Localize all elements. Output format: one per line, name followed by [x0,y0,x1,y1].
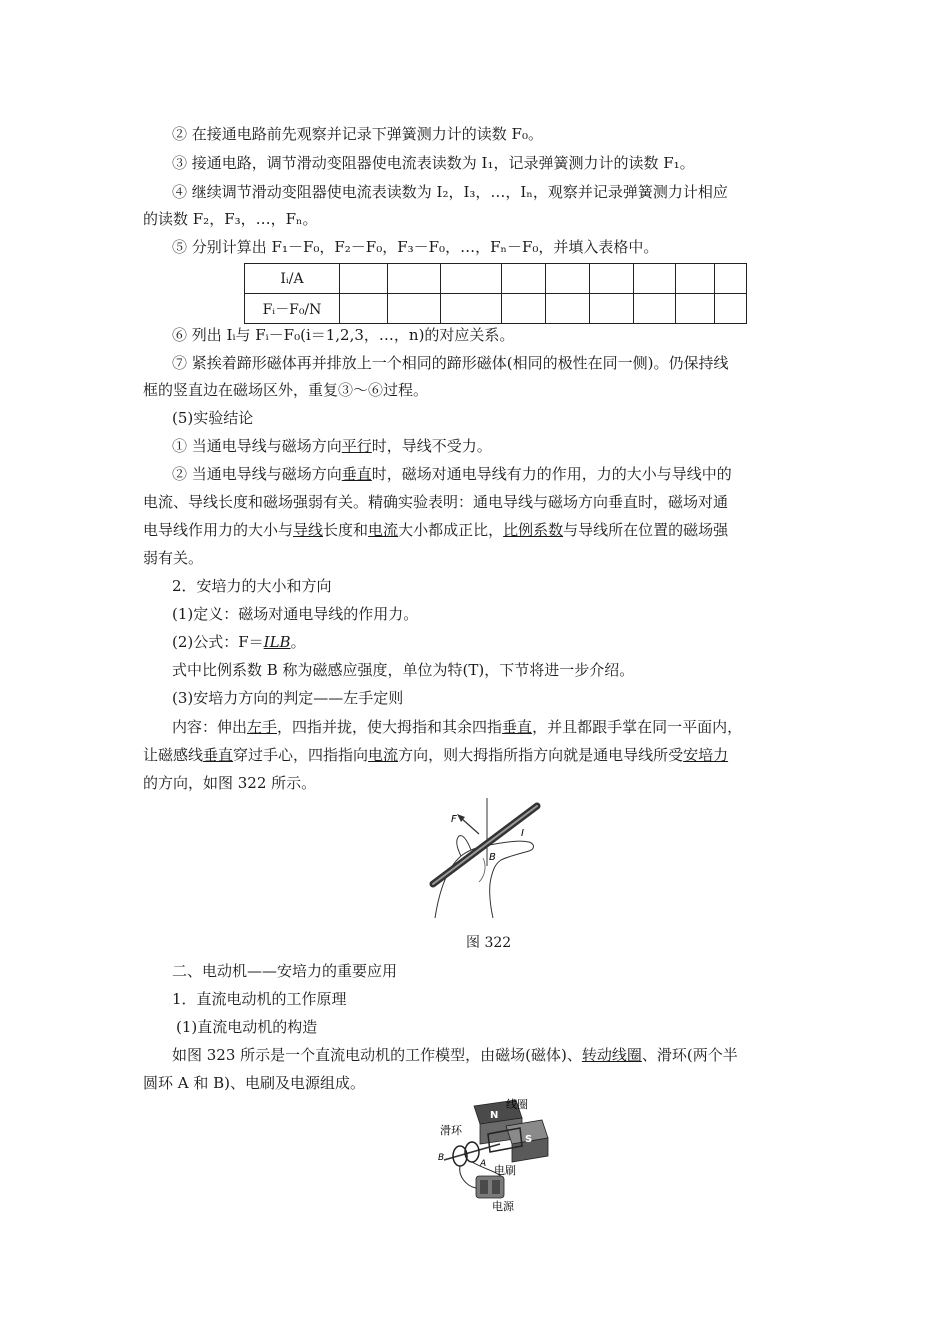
motor-desc-line1 [172,1044,738,1066]
conclusion-1 [172,435,492,457]
table-cell [502,264,546,294]
underlined-answer: 垂直 [502,718,533,736]
motor-structure-heading: (1)直流电动机的构造 [176,1018,318,1036]
text-span: 、滑环(两个半 [641,1046,738,1064]
underlined-answer: ILB [263,633,291,651]
force-arrow [461,818,479,834]
step-2: ② 在接通电路前先观察并记录下弹簧测力计的读数 F₀。 [172,125,543,143]
text-span: 时，磁场对通电导线有力的作用，力的大小与导线中的 [371,465,732,483]
step-7-line2: 框的竖直边在磁场区外，重复③～⑥过程。 [143,381,429,399]
row-label-current: Iᵢ/A [245,264,340,294]
row-label-force: Fᵢ－F₀/N [245,294,340,324]
underlined-answer: 导线 [293,521,324,539]
label-I: I [521,828,524,839]
text-span: 。 [290,633,306,651]
ampere-direction-heading: (3)安培力方向的判定——左手定则 [172,689,404,707]
underlined-answer: 垂直 [203,746,234,764]
label-B: B [438,1153,445,1163]
text-span: 长度和 [323,521,369,539]
table-cell [676,294,715,324]
rule-content-line2 [143,744,728,766]
table-cell [715,264,747,294]
label-brush: 电刷 [494,1164,516,1177]
conclusion-2-line4: 弱有关。 [143,549,204,567]
text-span: 让磁感线 [143,746,204,764]
ampere-formula [172,631,306,653]
ampere-coefficient: 式中比例系数 B 称为磁感应强度，单位为特(T)，下节将进一步介绍。 [172,661,635,679]
text-span: 大小都成正比， [398,521,504,539]
underlined-answer: 电流 [368,521,399,539]
table-cell [715,294,747,324]
dc-motor-figure [430,1098,560,1216]
step-4-line2: 的读数 F₂，F₃，…，Fₙ。 [143,210,318,228]
text-span: ，四指并拢，使大拇指和其余四指 [277,718,503,736]
label-power: 电源 [492,1200,514,1213]
hand-outline [435,841,534,918]
text-span: 方向，则大拇指所指方向就是通电导线所受 [398,746,684,764]
table-cell [590,264,634,294]
text-span: ，并且都跟手掌在同一平面内， [532,718,743,736]
label-slip-ring: 滑环 [440,1124,462,1137]
label-N: N [490,1110,499,1121]
ampere-definition: (1)定义：磁场对通电导线的作用力。 [172,605,419,623]
figure-322-caption: 图 322 [466,935,512,951]
text-span: 时，导线不受力。 [371,437,492,455]
label-F: F [451,814,457,825]
table-cell [546,264,590,294]
text-span: ① 当通电导线与磁场方向 [172,437,342,455]
table-cell [340,264,388,294]
table-cell [441,264,502,294]
battery-cell [492,1180,500,1194]
table-cell [340,294,388,324]
text-span: 如图 323 所示是一个直流电动机的工作模型，由磁场(磁体)、 [172,1046,582,1064]
table-row [245,294,747,324]
left-hand-rule-figure [425,796,545,926]
text-span: 内容：伸出 [172,718,248,736]
underlined-answer: 安培力 [683,746,729,764]
underlined-answer: 垂直 [341,465,372,483]
underlined-answer: 平行 [341,437,372,455]
label-B: B [489,852,496,863]
table-cell [634,264,676,294]
text-span: (2)公式：F＝ [172,633,264,651]
conclusion-2-line1 [172,463,732,485]
step-6: ⑥ 列出 Iᵢ与 Fᵢ－F₀(i＝1,2,3，…，n)的对应关系。 [172,326,515,344]
table-cell [546,294,590,324]
data-table [244,263,747,324]
motor-subheading: 1．直流电动机的工作原理 [172,990,347,1008]
step-3: ③ 接通电路，调节滑动变阻器使电流表读数为 I₁，记录弹簧测力计的读数 F₁。 [172,154,695,172]
motor-section-heading: 二、电动机——安培力的重要应用 [172,962,398,980]
label-S: S [525,1134,533,1145]
table-cell [634,294,676,324]
conclusion-2-line3 [143,519,728,541]
wire-left [460,1166,476,1188]
step-4-line1: ④ 继续调节滑动变阻器使电流表读数为 I₂，I₃，…，Iₙ，观察并记录弹簧测力计相应 [172,183,728,201]
table-cell [441,294,502,324]
underlined-answer: 左手 [247,718,278,736]
text-span: 与导线所在位置的磁场强 [563,521,729,539]
label-A: A [480,1159,487,1169]
text-span: 电导线作用力的大小与 [143,521,294,539]
conclusion-2-line2: 电流、导线长度和磁场强弱有关。精确实验表明：通电导线与磁场方向垂直时，磁场对通 [143,493,729,511]
table-cell [590,294,634,324]
conclusion-heading: (5)实验结论 [172,409,254,427]
table-row [245,264,747,294]
text-span: 穿过手心，四指指向 [233,746,369,764]
underlined-answer: 比例系数 [503,521,564,539]
step-7-line1: ⑦ 紧挨着蹄形磁体再并排放上一个相同的蹄形磁体(相同的极性在同一侧)。仍保持线 [172,354,729,372]
underlined-answer: 转动线圈 [581,1046,642,1064]
table-cell [676,264,715,294]
rule-content-line1 [172,716,742,738]
ampere-heading: 2．安培力的大小和方向 [172,577,332,595]
rule-content-line3: 的方向，如图 322 所示。 [143,774,317,792]
step-5: ⑤ 分别计算出 F₁－F₀，F₂－F₀，F₃－F₀，…，Fₙ－F₀，并填入表格中。 [172,238,659,256]
label-coil: 线圈 [506,1098,528,1111]
motor-desc-line2: 圆环 A 和 B)、电刷及电源组成。 [143,1074,366,1092]
table-cell [388,264,441,294]
table-cell [502,294,546,324]
table-cell [388,294,441,324]
text-span: ② 当通电导线与磁场方向 [172,465,342,483]
underlined-answer: 电流 [368,746,399,764]
battery-cell [480,1180,488,1194]
